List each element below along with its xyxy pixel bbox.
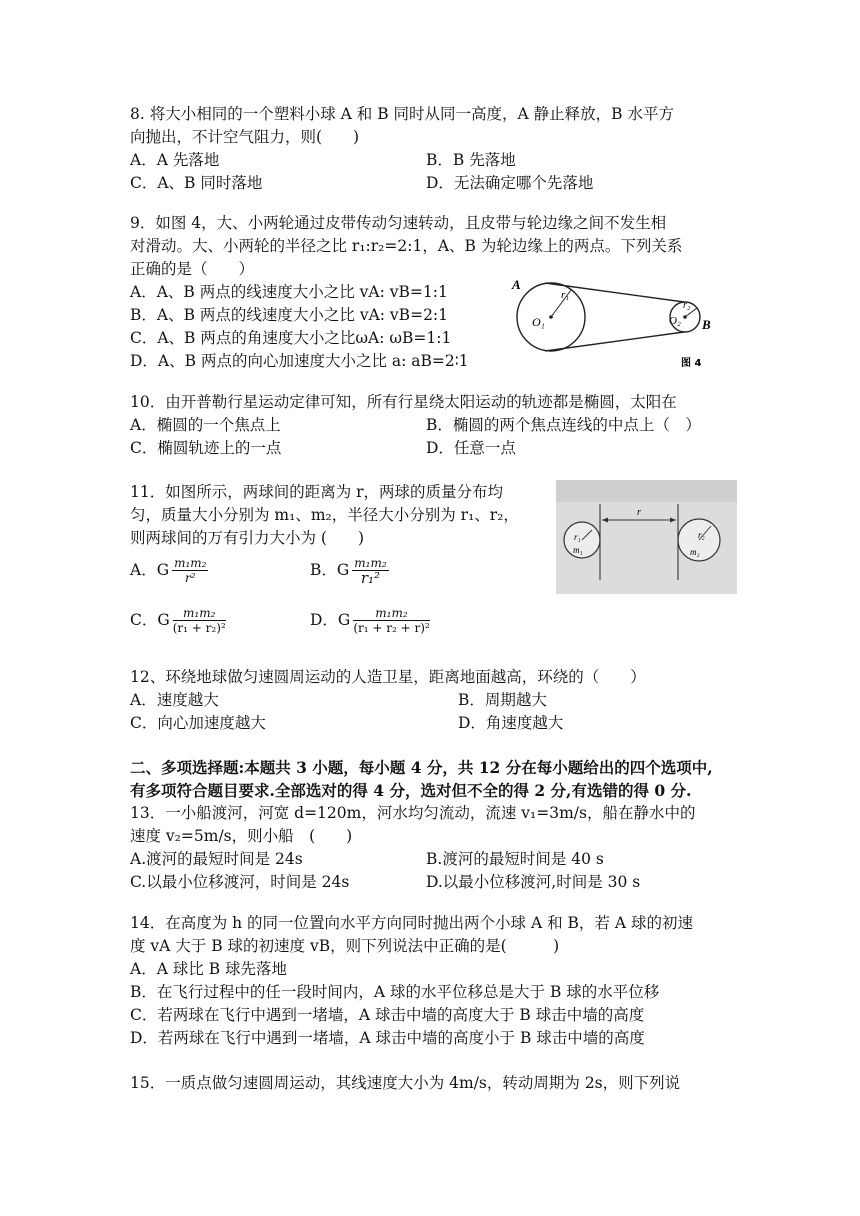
q10-option-c: C．椭圆轨迹上的一点 [130,439,282,457]
q8-option-c: C．A、B 同时落地 [130,174,263,192]
belt-bottom [545,332,684,351]
q12-option-c: C．向心加速度越大 [130,714,266,732]
question-8 [130,103,730,195]
q8-option-a: A．A 先落地 [130,151,220,169]
figure-top-band [556,480,737,502]
question-15 [130,1072,730,1095]
label-r2: r₂ [683,300,691,311]
q10-option-d: D．任意一点 [426,439,516,457]
label-m1: m₁ [573,545,583,555]
q11-option-b-fraction [352,556,388,586]
q11-option-c-denominator: (r₁ + r₂)² [172,621,226,635]
q9-option-b: B．A、B 两点的线速度大小之比 vA: vB=2:1 [130,306,449,324]
two-spheres-figure [556,480,737,594]
label-O1: O₁ [532,315,545,329]
pulley-belt-figure [505,272,730,372]
q14-option-d: D．若两球在飞行中遇到一堵墙，A 球击中墙的高度小于 B 球击中墙的高度 [130,1029,645,1047]
q11-option-d-denominator: (r₁ + r₂ + r)² [353,621,430,635]
q11-option-a [130,556,208,586]
label-m2: m₂ [690,547,700,557]
q11-option-d-fraction [353,606,429,636]
q11-option-b-prefix: B．G [310,561,350,579]
q10-stem-line1: 10．由开普勒行星运动定律可知，所有行星绕太阳运动的轨迹都是椭圆，太阳在 [130,393,677,411]
q12-option-b: B．周期越大 [458,691,547,709]
q14-stem-line2: 度 vA 大于 B 球的初速度 vB，则下列说法中正确的是( ) [130,937,560,955]
q9-stem-line2: 对滑动。大、小两轮的半径之比 r₁:r₂=2:1，A、B 为轮边缘上的两点。下列关系 [130,237,683,255]
q14-option-b: B．在飞行过程中的任一段时间内，A 球的水平位移总是大于 B 球的水平位移 [130,983,660,1001]
question-11 [130,481,550,550]
q12-option-d: D．角速度越大 [458,714,564,732]
q11-option-c-fraction [173,606,226,636]
q10-option-a: A．椭圆的一个焦点上 [130,416,281,434]
section-2-line2: 有多项符合题目要求.全部选对的得 4 分，选对但不全的得 2 分,有选错的得 0 分. [130,781,692,800]
center-o1 [549,315,553,319]
q12-stem-line1: 12、环绕地球做匀速圆周运动的人造卫星，距离地面越高，环绕的（ ） [130,668,646,686]
q11-option-b-numerator: m₁m₂ [354,556,387,570]
center-o2 [683,315,687,319]
q8-option-b: B．B 先落地 [426,151,516,169]
q12-options-row1 [130,689,730,712]
q12-options-row2 [130,712,730,735]
q13-options-row1 [130,848,730,871]
q10-options-row2 [130,437,730,460]
question-12 [130,666,730,735]
q11-option-c-prefix: C．G [130,611,170,629]
q14-option-c: C．若两球在飞行中遇到一堵墙，A 球击中墙的高度大于 B 球击中墙的高度 [130,1006,645,1024]
q13-stem-line1: 13．一小船渡河，河宽 d=120m，河水均匀流动，流速 v₁=3m/s，船在静水中的 [130,804,696,822]
q9-stem-line1: 9．如图 4，大、小两轮通过皮带传动匀速转动，且皮带与轮边缘之间不发生相 [130,214,667,232]
q11-option-d-prefix: D．G [310,611,351,629]
q12-option-a: A．速度越大 [130,691,219,709]
q11-option-b-denominator: r₁² [360,569,381,587]
q9-option-c: C．A、B 两点的角速度大小之比ωA: ωB=1:1 [130,329,452,347]
q11-option-d-numerator: m₁m₂ [353,606,429,621]
q10-options-row1 [130,414,730,437]
q13-option-d: D.以最小位移渡河,时间是 30 s [426,873,641,891]
q13-stem-line2: 速度 v₂=5m/s，则小船 ( ) [130,827,353,845]
q9-option-d: D．A、B 两点的向心加速度大小之比 a: aB=2∶1 [130,352,469,370]
q10-option-b: B．椭圆的两个焦点连线的中点上（ ） [426,416,701,434]
question-13 [130,802,730,894]
q8-option-d: D．无法确定哪个先落地 [426,174,594,192]
q11-option-a-denominator: r² [185,571,196,585]
q11-stem-line3: 则两球间的万有引力大小为 ( ) [130,529,365,547]
section-2-line1: 二、多项选择题:本题共 3 小题，每小题 4 分，共 12 分在每小题给出的四个选项中, [130,758,713,777]
q11-option-a-numerator: m₁m₂ [174,556,207,570]
q14-stem-line1: 14．在高度为 h 的同一位置向水平方向同时抛出两个小球 A 和 B，若 A 球的初速 [130,914,693,932]
question-10 [130,391,730,460]
figure-caption: 图 4 [681,358,702,369]
q9-stem-line3: 正确的是（ ） [130,260,255,278]
q11-option-a-prefix: A．G [130,561,170,579]
q11-option-a-fraction [172,556,208,586]
q13-options-row2 [130,871,730,894]
q13-option-b: B.渡河的最短时间是 40 s [426,850,604,868]
q14-option-a: A．A 球比 B 球先落地 [130,960,288,978]
q11-option-d [310,606,430,636]
q11-stem-line2: 匀，质量大小分别为 m₁、m₂，半径大小分别为 r₁、r₂， [130,506,519,524]
q8-stem-line1: 8. 将大小相同的一个塑料小球 A 和 B 同时从同一高度，A 静止释放，B 水平方 [130,105,674,123]
q8-options-row1 [130,149,730,172]
label-B: B [702,317,711,332]
q8-options-row2 [130,172,730,195]
q11-stem-line1: 11．如图所示，两球间的距离为 r，两球的质量分布均 [130,483,504,501]
q15-stem-line1: 15．一质点做匀速圆周运动，其线速度大小为 4m/s，转动周期为 2s，则下列说 [130,1074,681,1092]
label-r2-sphere: r₂ [698,530,705,540]
label-r: r [637,507,641,518]
q9-option-a: A．A、B 两点的线速度大小之比 vA: vB=1:1 [130,283,448,301]
question-14 [130,912,730,1050]
label-A: A [512,277,521,292]
label-r1: r₁ [561,289,570,301]
q8-stem-line2: 向抛出，不计空气阻力，则( ) [130,128,360,146]
label-r1-sphere: r₁ [574,532,581,542]
section-2-heading [130,756,730,802]
q13-option-a: A.渡河的最短时间是 24s [130,850,303,868]
q13-option-c: C.以最小位移渡河，时间是 24s [130,873,350,891]
q11-option-c-numerator: m₁m₂ [173,606,226,621]
q11-option-b [310,556,389,586]
label-O2: O₂ [669,315,681,327]
q11-option-c [130,606,226,636]
